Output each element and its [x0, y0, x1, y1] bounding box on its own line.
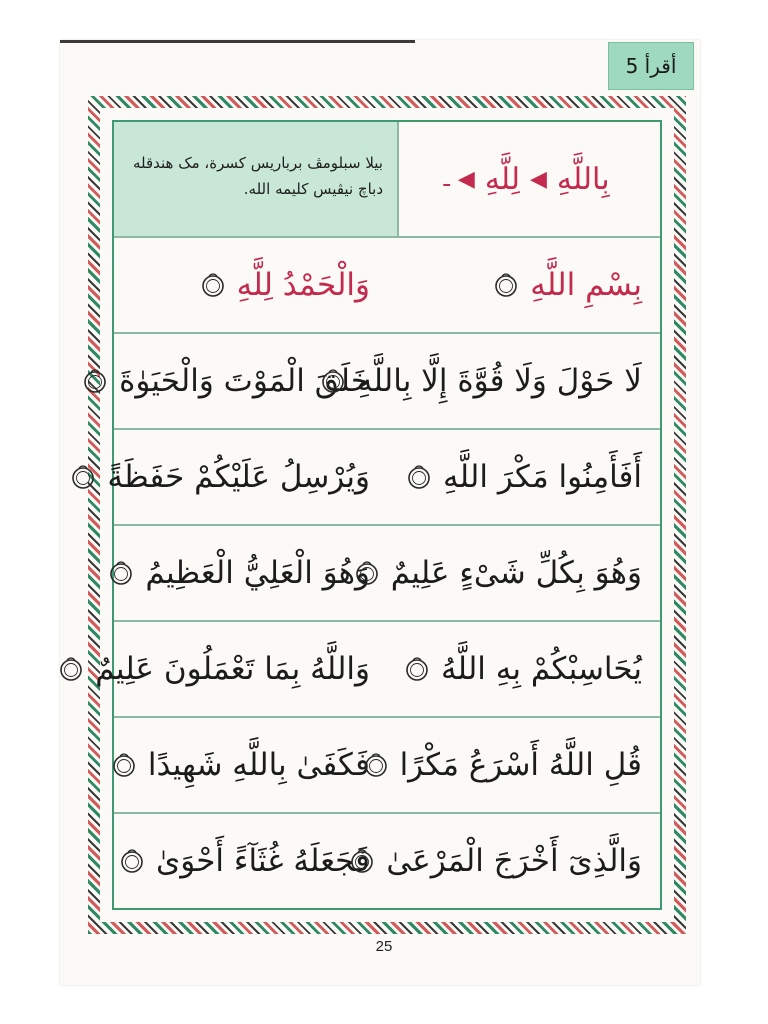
arabic-phrase: وَالْحَمْدُ لِلَّهِ — [236, 267, 370, 303]
arabic-phrase: وَاللَّهُ بِمَا تَعْمَلُونَ عَلِيمٌ — [95, 651, 370, 687]
verse-end-icon — [109, 560, 133, 586]
arabic-phrase: خَلَقَ الْمَوْتَ وَالْحَيَوٰةَ — [119, 363, 370, 399]
instruction-text: بيلا سبلومڤ برباريس كسرة، مک هندقله دباچ نيڤيس كليمه الله. — [132, 154, 383, 198]
verse-end-icon — [71, 464, 95, 490]
phrase-cell-left — [114, 843, 370, 879]
verse-end-icon — [120, 848, 144, 874]
arabic-phrase: بِسْمِ اللَّهِ — [530, 267, 642, 303]
arrow-left-icon: ◀ — [457, 166, 475, 192]
phrase-row — [114, 238, 660, 334]
phrase-cell-left — [114, 747, 370, 783]
example-word-1: لِلَّهِ — [484, 161, 520, 197]
section-tab — [608, 42, 694, 90]
verse-end-icon — [405, 656, 429, 682]
example-dash: ـ — [443, 166, 450, 192]
arabic-phrase: وَهُوَ بِكُلِّ شَىْءٍ عَلِيمٌ — [390, 555, 642, 591]
arabic-phrase: أَفَأَمِنُوا مَكْرَ اللَّهِ — [443, 459, 642, 495]
verse-end-icon — [321, 368, 345, 394]
content-table — [95, 120, 662, 910]
verse-end-icon — [364, 752, 388, 778]
phrase-cell-right — [370, 747, 660, 783]
verse-end-icon — [83, 368, 107, 394]
page-top-edge — [60, 40, 415, 43]
phrase-cell-left — [114, 267, 370, 303]
verse-end-icon — [59, 656, 83, 682]
example-word-2: بِاللَّهِ — [556, 161, 610, 197]
phrase-cell-left — [107, 459, 370, 495]
phrase-cell-left — [114, 555, 370, 591]
verse-end-icon — [350, 848, 374, 874]
verse-end-icon — [407, 464, 431, 490]
arabic-phrase: لَا حَوْلَ وَلَا قُوَّةَ إِلَّا بِاللَّهِ — [356, 363, 642, 399]
phrase-cell-right — [370, 555, 660, 591]
arabic-phrase: يُحَاسِبْكُمْ بِهِ اللَّهُ — [440, 651, 642, 687]
verse-end-icon — [201, 272, 225, 298]
phrase-row — [114, 526, 660, 622]
arabic-phrase: وَهُوَ الْعَلِيُّ الْعَظِيمُ — [145, 555, 370, 591]
info-row — [114, 122, 660, 238]
arabic-phrase: فَجَعَلَهُ غُثَآءً أَحْوَىٰ — [155, 843, 370, 879]
instruction-note — [114, 122, 399, 236]
phrase-cell-right — [370, 843, 660, 879]
verse-end-icon — [355, 560, 379, 586]
phrase-row — [114, 814, 660, 908]
example-sequence — [399, 122, 660, 236]
phrase-cell-left — [95, 651, 370, 687]
page-number: 25 — [375, 938, 393, 955]
phrase-row — [107, 430, 660, 526]
phrase-row — [114, 718, 660, 814]
phrase-cell-right — [370, 267, 660, 303]
section-tab-label: أقرأ 5 — [625, 54, 677, 78]
phrase-row — [95, 622, 660, 718]
verse-end-icon — [494, 272, 518, 298]
phrase-row — [114, 334, 660, 430]
verse-end-icon — [112, 752, 136, 778]
phrase-cell-right — [370, 459, 660, 495]
arabic-phrase: وَالَّذِىٓ أَخْرَجَ الْمَرْعَىٰ — [386, 843, 642, 879]
phrase-cell-right — [356, 363, 660, 399]
arabic-phrase: فَكَفَىٰ بِاللَّهِ شَهِيدًا — [147, 747, 370, 783]
phrase-cell-right — [370, 651, 660, 687]
arabic-phrase: قُلِ اللَّهُ أَسْرَعُ مَكْرًا — [399, 747, 642, 783]
arabic-phrase: وَيُرْسِلُ عَلَيْكُمْ حَفَظَةً — [107, 459, 370, 495]
arrow-left-icon: ◀ — [529, 166, 547, 192]
